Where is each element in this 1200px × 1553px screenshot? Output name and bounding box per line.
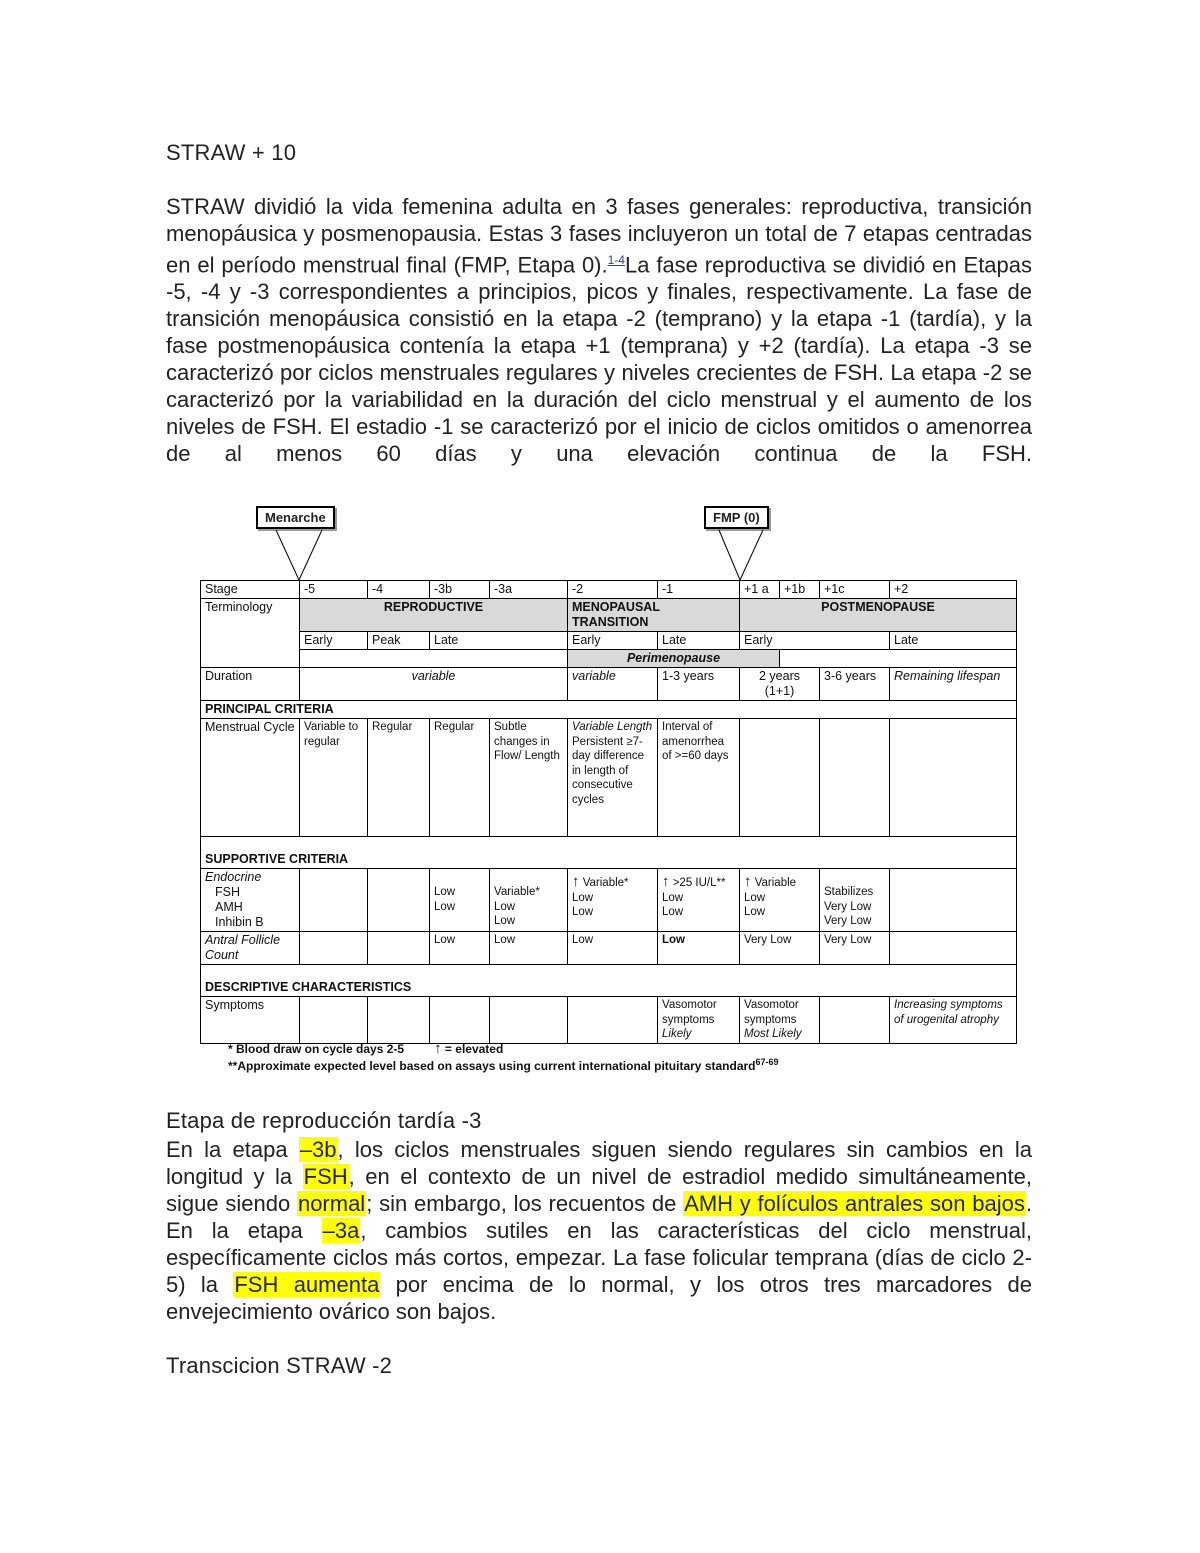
endocrine-value: Low <box>494 900 516 913</box>
endocrine-cell <box>568 869 658 932</box>
symptoms-row <box>201 997 1017 1044</box>
menstrual-cell: Regular <box>368 719 430 837</box>
empty-cell <box>368 932 430 965</box>
highlighted-text: FSH <box>303 1164 348 1189</box>
endocrine-cell <box>740 869 820 932</box>
endocrine-cell <box>490 869 568 932</box>
stage-cell: -3b <box>430 581 490 599</box>
endocrine-value: >25 IU/L** <box>672 877 726 889</box>
endocrine-value: Low <box>494 915 516 927</box>
empty-cell <box>740 719 820 837</box>
section-row <box>201 965 1017 997</box>
fsh-label: FSH <box>215 885 240 899</box>
terminology-row <box>201 599 1017 632</box>
afc-label: Antral Follicle Count <box>201 932 300 965</box>
section-row <box>201 701 1017 719</box>
menstrual-cycle-label: Menstrual Cycle <box>201 719 300 837</box>
endocrine-value: Low <box>434 886 456 898</box>
body-text: por encima de lo normal, y los otros tres marcadores de envejecimiento ovárico son bajos. <box>166 1272 1032 1324</box>
stage-cell: +2 <box>890 581 1017 599</box>
highlighted-text: FSH aumenta <box>234 1272 380 1297</box>
body-text: , los ciclos menstruales siguen siendo regulares sin cambios en la longitud y la <box>166 1137 1032 1189</box>
stage-cell: +1b <box>780 581 820 599</box>
empty-cell <box>368 869 430 932</box>
perimenopause-band: Perimenopause <box>568 650 780 668</box>
symptoms-text: Vasomotor symptoms <box>662 999 717 1026</box>
descriptive-heading: DESCRIPTIVE CHARACTERISTICS <box>201 965 1017 997</box>
highlighted-text: AMH y folículos antrales son bajos <box>684 1191 1025 1216</box>
footnote-text: **Approximate expected level based on assays using current international pituitary standard <box>228 1059 756 1073</box>
duration-cell: 1-3 years <box>658 668 740 701</box>
subphase-cell: Early <box>740 632 890 650</box>
duration-cell: variable <box>568 668 658 701</box>
body-text: En la etapa <box>166 1137 299 1162</box>
intro-text: STRAW dividió la vida femenina adulta en 3 fases generales: reproductiva, transición menopáusica y posmenopausia. Estas 3 fases incluyeron un total de 7 etapas centradas en el período menstrual final (FMP, Etapa 0). <box>166 194 1032 278</box>
stage-cell: -5 <box>300 581 368 599</box>
endocrine-value: Very Low <box>824 915 872 927</box>
stage-cell: +1c <box>820 581 890 599</box>
endocrine-value: Variable* <box>582 877 629 889</box>
stage-cell: -3a <box>490 581 568 599</box>
elevated-arrow-icon: ↑ <box>572 873 580 890</box>
fmp-callout: FMP (0) <box>704 506 769 529</box>
menstrual-rest: Persistent ≥7- day difference in length of consecutive cycles <box>572 735 645 806</box>
menopausal-transition-header: MENOPAUSAL TRANSITION <box>568 599 740 632</box>
endocrine-value: Low <box>662 891 684 904</box>
supportive-criteria-heading: SUPPORTIVE CRITERIA <box>201 837 1017 869</box>
endocrine-cell <box>820 869 890 932</box>
section-paragraph <box>166 1136 1032 1325</box>
footnote-pituitary <box>228 1057 779 1073</box>
afc-cell: Low <box>490 932 568 965</box>
endocrine-value: Stabilizes <box>824 886 874 898</box>
menstrual-cell <box>568 719 658 837</box>
empty-cell <box>568 997 658 1044</box>
subphase-cell: Early <box>568 632 658 650</box>
principal-criteria-heading: PRINCIPAL CRITERIA <box>201 701 1017 719</box>
endocrine-value: Variable <box>754 877 797 889</box>
menarche-pointer <box>276 530 322 580</box>
stage-cell: +1 a <box>740 581 780 599</box>
empty-cell <box>890 869 1017 932</box>
section-title: Transcicion STRAW -2 <box>166 1353 393 1378</box>
elevated-arrow-icon: ↑ <box>434 1040 442 1057</box>
inhibin-label: Inhibin B <box>215 915 264 929</box>
highlighted-text: –3b <box>299 1137 337 1162</box>
subphase-cell: Late <box>430 632 568 650</box>
terminology-label: Terminology <box>201 599 300 668</box>
afc-cell: Very Low <box>820 932 890 965</box>
endocrine-value: Low <box>662 906 684 918</box>
empty-cell <box>300 869 368 932</box>
afc-cell: Low <box>568 932 658 965</box>
symptoms-italic: Most Likely <box>744 1028 802 1040</box>
menstrual-cell: Regular <box>430 719 490 837</box>
empty-cell <box>300 997 368 1044</box>
endocrine-value: Very Low <box>824 900 872 913</box>
endocrine-value: Low <box>572 891 594 904</box>
empty-cell <box>430 997 490 1044</box>
empty-cell <box>490 997 568 1044</box>
afc-cell: Low <box>430 932 490 965</box>
empty-cell <box>780 650 1017 668</box>
stage-cell: -2 <box>568 581 658 599</box>
subphase-cell: Early <box>300 632 368 650</box>
endocrine-cell <box>430 869 490 932</box>
subphase-row <box>201 632 1017 650</box>
footnote-blood-draw <box>228 1040 503 1057</box>
duration-label: Duration <box>201 668 300 701</box>
fmp-pointer <box>719 530 763 580</box>
endocrine-value: Low <box>744 906 766 918</box>
intro-paragraph <box>166 193 1032 467</box>
highlighted-text: normal <box>297 1191 366 1216</box>
symptoms-text: Vasomotor symptoms <box>744 999 799 1026</box>
symptoms-label: Symptoms <box>201 997 300 1044</box>
duration-cell: Remaining lifespan <box>890 668 1017 701</box>
afc-cell: Low <box>658 932 740 965</box>
footnote-text: * Blood draw on cycle days 2-5 <box>228 1042 405 1056</box>
postmenopause-header: POSTMENOPAUSE <box>740 599 1017 632</box>
stage-row <box>201 581 1017 599</box>
empty-cell <box>300 932 368 965</box>
elevated-arrow-icon: ↑ <box>662 873 670 890</box>
endocrine-title: Endocrine <box>205 870 262 884</box>
endocrine-value: Low <box>434 900 456 913</box>
section-title: Etapa de reproducción tardía -3 <box>166 1108 482 1133</box>
duration-cell: 2 years (1+1) <box>740 668 820 701</box>
symptoms-italic: Likely <box>662 1028 692 1040</box>
callout-pointers <box>200 500 1016 590</box>
page-title: STRAW + 10 <box>166 140 297 165</box>
empty-cell <box>890 932 1017 965</box>
menstrual-cell: Interval of amenorrhea of >=60 days <box>658 719 740 837</box>
perimenopause-row <box>201 650 1017 668</box>
elevated-arrow-icon: ↑ <box>744 873 752 890</box>
endocrine-value: Low <box>744 891 766 904</box>
menstrual-italic: Variable Length <box>572 721 653 733</box>
stage-label: Stage <box>201 581 300 599</box>
body-text: , en el contexto de un nivel de estradiol medido simultáneamente, sigue siendo <box>166 1164 1032 1216</box>
menarche-callout: Menarche <box>256 506 335 529</box>
duration-row <box>201 668 1017 701</box>
amh-label: AMH <box>215 900 243 914</box>
afc-cell: Very Low <box>740 932 820 965</box>
subphase-cell: Late <box>658 632 740 650</box>
body-text: . En la etapa <box>166 1191 1033 1243</box>
body-text: , cambios sutiles en las características del ciclo menstrual, específicamente ciclos más cortos, empezar. La fase folicular temprana (días de ciclo 2-5) la <box>166 1218 1032 1297</box>
footnote-ref: 67-69 <box>755 1057 779 1067</box>
highlighted-text: –3a <box>322 1218 360 1243</box>
endocrine-value: Variable* <box>494 886 540 898</box>
symptoms-cell: Increasing symptoms of urogenital atrophy <box>890 997 1017 1044</box>
empty-cell <box>820 997 890 1044</box>
endocrine-cell <box>658 869 740 932</box>
subphase-cell: Peak <box>368 632 430 650</box>
body-text: ; sin embargo, los recuentos de <box>366 1191 684 1216</box>
duration-cell: 3-6 years <box>820 668 890 701</box>
menstrual-cycle-row <box>201 719 1017 837</box>
stage-cell: -1 <box>658 581 740 599</box>
footnote-text: = elevated <box>444 1042 504 1056</box>
subphase-cell: Late <box>890 632 1017 650</box>
empty-cell <box>820 719 890 837</box>
intro-text-cont: La fase reproductiva se dividió en Etapas -5, -4 y -3 correspondientes a principios, picos y finales, respectivamente. La fase de transición menopáusica consistió en la etapa -2 (temprano) y la etapa -1 (tardía), y la fase postmenopáusica contenía la etapa +1 (temprana) y +2 (tardía). La etapa -3 se caracterizó por ciclos menstruales regulares y niveles crecientes de FSH. La etapa -2 se caracterizó por la variabilidad en la duración del ciclo menstrual y el aumento de los niveles de FSH. El estadio -1 se caracterizó por el inicio de ciclos omitidos o amenorrea de al menos 60 días y una elevación continua de la FSH. <box>166 252 1033 467</box>
reproductive-header: REPRODUCTIVE <box>300 599 568 632</box>
endocrine-row <box>201 869 1017 932</box>
section-row <box>201 837 1017 869</box>
antral-follicle-row <box>201 932 1017 965</box>
symptoms-cell <box>740 997 820 1044</box>
empty-cell <box>890 719 1017 837</box>
empty-cell <box>368 997 430 1044</box>
endocrine-value: Low <box>572 906 594 918</box>
straw-figure <box>200 500 1016 1080</box>
straw-table <box>200 580 1017 1044</box>
menstrual-cell: Subtle changes in Flow/ Length <box>490 719 568 837</box>
empty-cell <box>300 650 568 668</box>
symptoms-cell <box>658 997 740 1044</box>
endocrine-label <box>201 869 300 932</box>
menstrual-cell: Variable to regular <box>300 719 368 837</box>
duration-cell: variable <box>300 668 568 701</box>
stage-cell: -4 <box>368 581 430 599</box>
reference-link[interactable]: 1-4 <box>607 253 625 267</box>
